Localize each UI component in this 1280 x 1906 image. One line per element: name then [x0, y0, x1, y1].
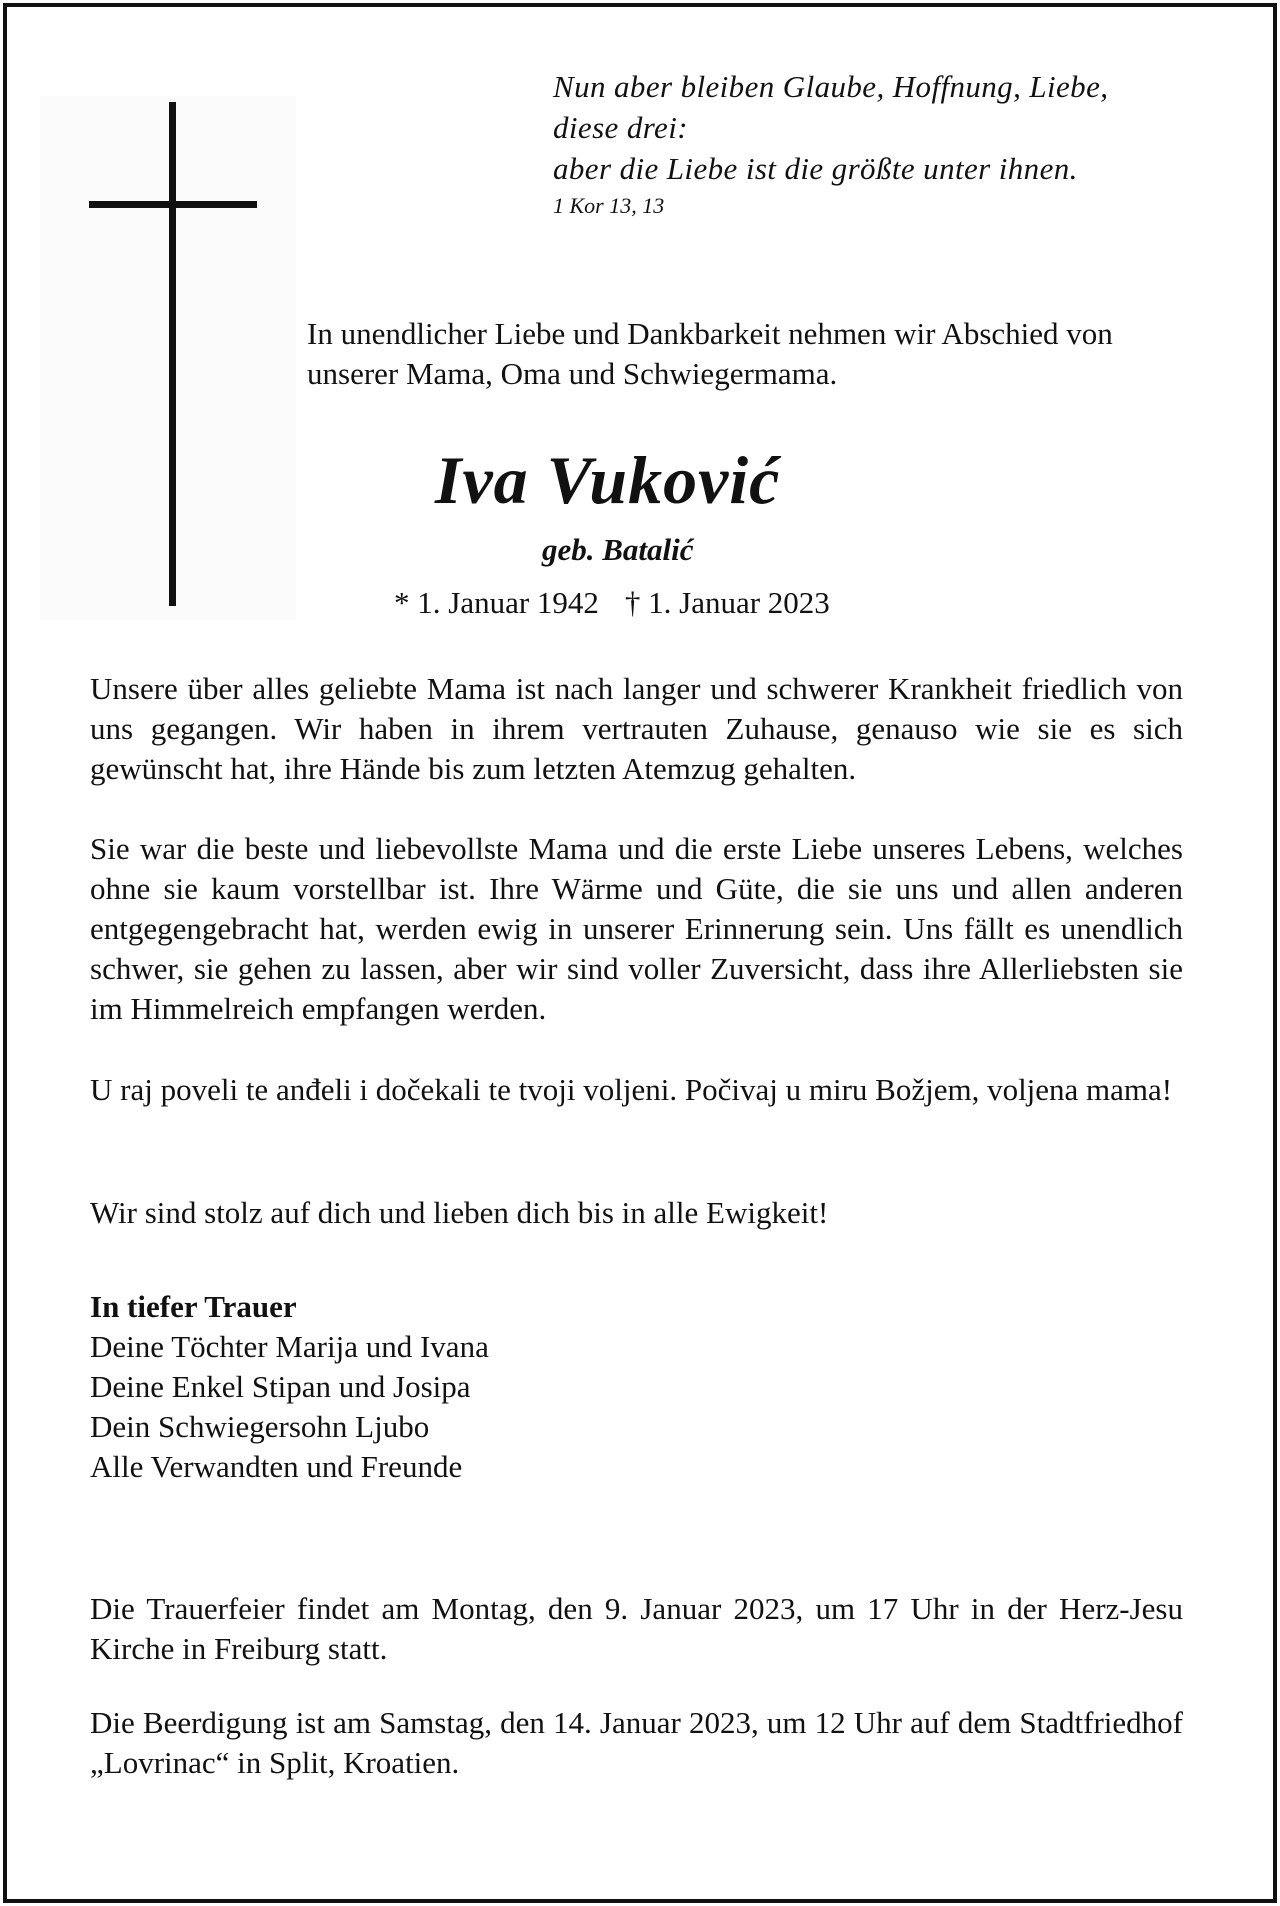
verse-line: Nun aber bleiben Glaube, Hoffnung, Liebe,	[553, 69, 1109, 104]
deceased-birth-name: geb. Batalić	[542, 532, 694, 567]
cross-vertical-bar	[169, 102, 176, 606]
cross-horizontal-bar	[89, 201, 257, 208]
life-dates	[394, 583, 830, 623]
death-date: † 1. Januar 2023	[624, 585, 830, 620]
mourner-line: Deine Töchter Marija und Ivana	[90, 1329, 489, 1364]
paragraph-pride: Wir sind stolz auf dich und lieben dich bis in alle Ewigkeit!	[90, 1195, 829, 1230]
verse-line: aber die Liebe ist die größte unter ihnen.	[553, 151, 1078, 186]
paragraph-croatian-blessing: U raj poveli te anđeli i dočekali te tvoji voljeni. Počivaj u miru Božjem, voljena mama!	[90, 1072, 1173, 1107]
funeral-service-info: Die Trauerfeier findet am Montag, den 9. Januar 2023, um 17 Uhr in der Herz-Jesu Kirche in Freiburg statt.	[90, 1591, 1183, 1666]
farewell-intro: In unendlicher Liebe und Dankbarkeit nehmen wir Abschied von unserer Mama, Oma und Schwiegermama.	[307, 316, 1113, 391]
mourner-line: Alle Verwandten und Freunde	[90, 1449, 463, 1484]
cross-icon	[40, 96, 296, 620]
burial-info: Die Beerdigung ist am Samstag, den 14. Januar 2023, um 12 Uhr auf dem Stadtfriedhof „Lovrinac“ in Split, Kroatien.	[90, 1705, 1183, 1780]
verse-reference: 1 Kor 13, 13	[553, 193, 665, 218]
deceased-name: Iva Vuković	[435, 442, 781, 518]
mourners-list	[90, 1287, 489, 1487]
mourner-line: Dein Schwiegersohn Ljubo	[90, 1409, 430, 1444]
mourners-heading: In tiefer Trauer	[90, 1289, 297, 1324]
paragraph-tribute: Sie war die beste und liebevollste Mama und die erste Liebe unseres Lebens, welches ohne sie kaum vorstellbar ist. Ihre Wärme und Güte, die sie uns und allen anderen entgegengebracht hat, werden ewig in unserer Erinnerung sein. Uns fällt es unendlich schwer, sie gehen zu lassen, aber wir sind voller Zuversicht, dass ihre Allerliebsten sie im Himmelreich empfangen werden.	[90, 831, 1183, 1026]
paragraph-illness: Unsere über alles geliebte Mama ist nach langer und schwerer Krankheit friedlich von uns gegangen. Wir haben in ihrem vertrauten Zuhause, genauso wie sie es sich gewünscht hat, ihre Hände bis zum letzten Atemzug gehalten.	[90, 671, 1183, 786]
birth-date: * 1. Januar 1942	[394, 585, 599, 620]
mourner-line: Deine Enkel Stipan und Josipa	[90, 1369, 471, 1404]
bible-verse	[553, 66, 1193, 189]
verse-line: diese drei:	[553, 110, 688, 145]
